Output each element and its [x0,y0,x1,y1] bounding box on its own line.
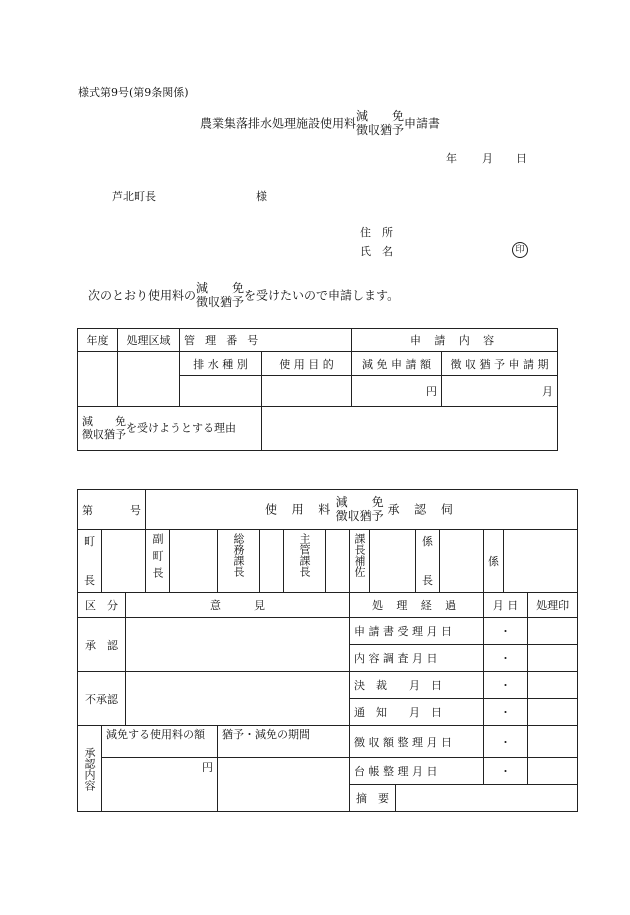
approval-title-stack [336,496,384,524]
stamp-label-mayor [78,530,102,593]
app-sub-row [78,352,558,376]
stamp-box-general[interactable] [260,530,284,593]
col-date: 月 日 [484,593,528,618]
process-row-1 [78,618,578,645]
reason-row [78,407,558,451]
step-6-seal[interactable] [528,758,578,785]
process-row-3 [78,672,578,699]
step-2-date[interactable]: ・ [484,645,528,672]
application-table [77,328,558,451]
stamp-box-section[interactable] [440,530,484,593]
stamp-general-text: 総務課長 [232,533,246,577]
stamp-box-staff[interactable] [504,530,578,593]
seal-mark [512,242,528,258]
reason-cell[interactable] [262,407,558,451]
title-bottom: 徴収猶予 [356,122,405,137]
sub-drain-type: 排 水 種 別 [180,352,262,376]
stamp-box-chief[interactable] [326,530,350,593]
sub-period: 徴 収 猶 予 申 請 期 [442,352,558,376]
content-period-label: 猶予・減免の期間 [218,726,350,758]
approval-title-top: 減 免 [335,494,384,509]
stamp-box-mayor[interactable] [102,530,146,593]
row-content [78,726,102,812]
col-number: 管 理 番 号 [180,329,352,352]
stamp-label-staff: 係 [484,530,504,593]
summary-cell[interactable] [396,785,578,812]
step-5: 徴 収 額 整 理 月 日 [350,726,484,758]
col-opinion: 意 見 [126,593,350,618]
approval-title-suffix: 承 認 伺 [387,502,459,516]
stamp-section-1: 係 [422,535,434,548]
step-5-date[interactable]: ・ [484,726,528,758]
reason-suffix: を受けようとする理由 [126,421,236,435]
stamp-deputy-text: 課長補佐 [353,533,367,577]
stamp-label-general [218,530,260,593]
no-label: 第 [82,503,93,517]
col-content: 申 請 内 容 [352,329,558,352]
stamp-chief-text: 主管課長 [298,533,312,577]
content-amount-cell[interactable] [102,758,218,812]
title-suffix: 申請書 [404,116,441,131]
col-process: 処 理 経 過 [350,593,484,618]
step-1: 申 請 書 受 理 月 日 [350,618,484,645]
date-month: 月 [482,152,493,165]
summary-label: 摘 要 [350,785,396,812]
reason-bottom: 徴収猶予 [82,427,126,441]
process-header-row [78,593,578,618]
year-cell[interactable] [78,352,118,407]
step-5-seal[interactable] [528,726,578,758]
col-category: 区 分 [78,593,126,618]
addressee: 芦北町長 [112,190,156,203]
row-approve: 承 認 [78,618,126,672]
content-yen: 円 [202,761,214,774]
period-cell[interactable] [442,376,558,407]
honorific: 様 [256,190,267,203]
step-6-date[interactable]: ・ [484,758,528,785]
seal-icon: 印 [512,242,528,258]
app-header-row [78,329,558,352]
form-number: 様式第9号(第9条関係) [78,86,189,99]
approval-title-bottom: 徴収猶予 [335,508,384,523]
date-year: 年 [446,152,457,165]
stamp-label-vice [146,530,170,593]
step-3-seal[interactable] [528,672,578,699]
stamp-label-section [416,530,440,593]
statement-stack [196,282,244,310]
approval-title-prefix: 使 用 料 [265,502,336,516]
stamp-label-chief [284,530,326,593]
step-2-seal[interactable] [528,645,578,672]
statement-bottom: 徴収猶予 [196,294,245,309]
stamp-row [78,530,578,593]
statement-top: 減 免 [196,281,245,295]
stamp-mayor-2: 長 [84,574,95,587]
step-1-date[interactable]: ・ [484,618,528,645]
approval-title [146,490,578,530]
reason-label [78,407,262,451]
title-stack [356,110,404,138]
col-seal: 処理印 [528,593,578,618]
name-label: 氏 名 [360,245,393,258]
stamp-vice-text: 副町長 [151,533,165,584]
step-3: 決 裁 月 日 [350,672,484,699]
go-label: 号 [130,503,142,517]
sub-purpose: 使 用 目 的 [262,352,352,376]
step-1-seal[interactable] [528,618,578,645]
number-cell [78,490,146,530]
stamp-section-2: 長 [422,574,434,587]
step-6: 台 帳 整 理 月 日 [350,758,484,785]
step-4-seal[interactable] [528,699,578,726]
approval-title-row [78,490,578,530]
step-2: 内 容 調 査 月 日 [350,645,484,672]
statement-prefix: 次のとおり使用料の [88,288,197,303]
stamp-box-deputy[interactable] [370,530,416,593]
reason-top: 減 免 [82,414,126,428]
address-label: 住 所 [360,226,393,239]
process-row-6 [78,758,578,785]
date-day: 日 [516,152,527,165]
col-area: 処理区域 [118,329,180,352]
stamp-label-deputy [350,530,370,593]
content-period-cell[interactable] [218,758,350,812]
reason-stack [82,416,126,441]
unit-yen: 円 [426,385,437,398]
process-row-5 [78,726,578,758]
title-top: 減 免 [356,109,405,123]
drain-type-cell[interactable] [180,376,262,407]
title-prefix: 農業集落排水処理施設使用料 [200,116,357,131]
step-4-date[interactable]: ・ [484,699,528,726]
row-content-text: 承認内容 [83,746,96,791]
approve-opinion-cell[interactable] [126,618,350,672]
area-cell[interactable] [118,352,180,407]
reject-opinion-cell[interactable] [126,672,350,726]
step-4: 通 知 月 日 [350,699,484,726]
sub-amount: 減 免 申 請 額 [352,352,442,376]
form-title [200,110,440,138]
statement-suffix: を受けたいので申請します。 [244,288,400,303]
content-amount-label: 減免する使用料の額 [102,726,218,758]
col-year: 年度 [78,329,118,352]
row-reject: 不承認 [78,672,126,726]
step-3-date[interactable]: ・ [484,672,528,699]
approval-table [77,489,578,812]
stamp-mayor-1: 町 [84,535,95,548]
amount-cell[interactable] [352,376,442,407]
statement [88,282,399,310]
purpose-cell[interactable] [262,376,352,407]
stamp-box-vice[interactable] [170,530,218,593]
unit-month: 月 [542,385,554,398]
